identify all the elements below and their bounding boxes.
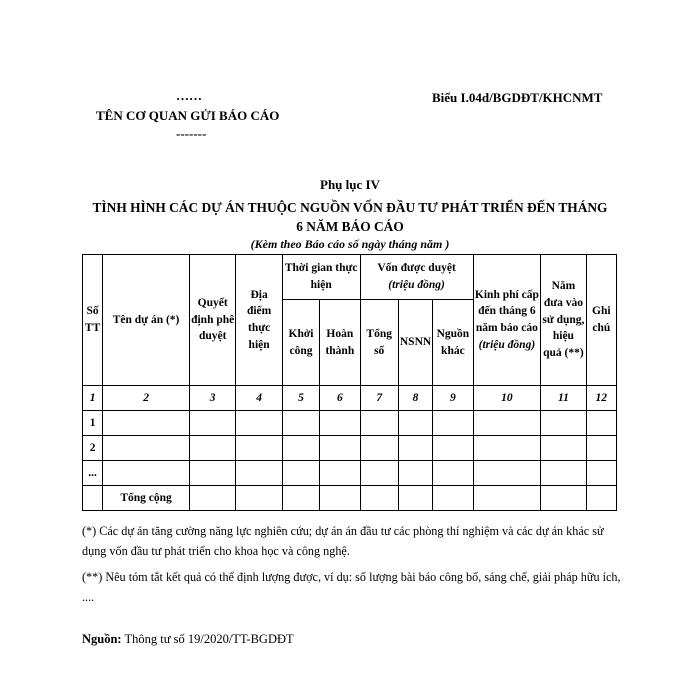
table-cell [586, 486, 616, 511]
table-cell [320, 411, 360, 436]
table-cell [236, 461, 282, 486]
table-cell [103, 461, 190, 486]
header-stt: Số TT [83, 255, 103, 386]
col-number: 4 [236, 386, 282, 411]
table-cell [189, 436, 235, 461]
table-cell [103, 411, 190, 436]
capital-group-label: Vốn được duyệt [377, 262, 456, 275]
funding-unit-label: (triệu đồng) [478, 338, 536, 351]
table-cell [236, 436, 282, 461]
header-nsnn: NSNN [398, 300, 432, 386]
table-cell [320, 461, 360, 486]
table-cell [282, 436, 319, 461]
report-table [82, 254, 617, 511]
row-number: ... [83, 461, 103, 486]
header-other: Nguồn khác [433, 300, 473, 386]
table-row [83, 461, 617, 486]
table-cell [360, 436, 398, 461]
table-cell [586, 436, 616, 461]
table-cell [433, 486, 473, 511]
table-cell [473, 461, 541, 486]
table-cell [433, 461, 473, 486]
table-cell [541, 461, 586, 486]
source-note [82, 632, 294, 647]
form-code: Biểu I.04d/BGDĐT/KHCNMT [432, 90, 603, 105]
header-decision: Quyết định phê duyệt [189, 255, 235, 386]
table-cell [236, 411, 282, 436]
table-row [83, 436, 617, 461]
col-number: 11 [541, 386, 586, 411]
table-cell [541, 411, 586, 436]
header-location: Địa điểm thực hiện [236, 255, 282, 386]
table-cell [586, 461, 616, 486]
table-cell [103, 436, 190, 461]
funding-label: Kinh phí cấp đến tháng 6 năm báo cáo [474, 288, 539, 334]
header-separator: ------- [176, 126, 207, 141]
table-cell [360, 461, 398, 486]
header-notes: Ghi chú [586, 255, 616, 386]
header-finish: Hoàn thành [320, 300, 360, 386]
table-cell [360, 486, 398, 511]
table-cell [320, 486, 360, 511]
table-cell [189, 461, 235, 486]
table-cell [473, 436, 541, 461]
col-number: 12 [586, 386, 616, 411]
table-row [83, 411, 617, 436]
table-cell [282, 461, 319, 486]
col-number: 1 [83, 386, 103, 411]
table-cell [541, 436, 586, 461]
header-start: Khởi công [282, 300, 319, 386]
table-cell [473, 411, 541, 436]
table-cell [398, 461, 432, 486]
header-funding [473, 255, 541, 386]
source-label: Nguồn: [82, 632, 122, 646]
table-cell [189, 486, 235, 511]
col-number: 2 [103, 386, 190, 411]
table-cell [398, 436, 432, 461]
header-time-group: Thời gian thực hiện [282, 255, 360, 300]
table-cell [541, 486, 586, 511]
header-dots: …… [176, 88, 202, 103]
header-total: Tổng số [360, 300, 398, 386]
table-cell [398, 411, 432, 436]
col-number: 5 [282, 386, 319, 411]
footnote-1: (*) Các dự án tăng cường năng lực nghiên cứu; dự án án đầu tư các phòng thí nghiệm và các dự án khác sử dụng vốn đầu tư phát triển cho khoa học và công nghệ. [82, 524, 604, 558]
table-cell [398, 486, 432, 511]
footnote-2: (**) Nêu tóm tắt kết quả có thể định lượng được, ví dụ: số lượng bài báo công bố, sáng chế, giải pháp hữu ích, .... [82, 570, 621, 604]
col-number: 3 [189, 386, 235, 411]
reporting-agency-name: TÊN CƠ QUAN GỬI BÁO CÁO [96, 108, 280, 123]
table-cell [433, 436, 473, 461]
row-number: 1 [83, 411, 103, 436]
table-cell [282, 486, 319, 511]
document-title-line1: TÌNH HÌNH CÁC DỰ ÁN THUỘC NGUỒN VỐN ĐẦU TƯ PHÁT TRIỂN ĐẾN THÁNG [92, 200, 608, 215]
col-number: 8 [398, 386, 432, 411]
col-number: 6 [320, 386, 360, 411]
source-text: Thông tư số 19/2020/TT-BGDĐT [121, 632, 294, 646]
row-number: 2 [83, 436, 103, 461]
table-cell [586, 411, 616, 436]
document-subtitle: (Kèm theo Báo cáo số ngày tháng năm ) [250, 237, 450, 251]
col-number: 7 [360, 386, 398, 411]
header-in-use: Năm đưa vào sử dụng, hiệu quả (**) [541, 255, 586, 386]
total-label: Tổng cộng [103, 486, 190, 511]
table-cell [473, 486, 541, 511]
col-number: 10 [473, 386, 541, 411]
table-cell [282, 411, 319, 436]
col-number: 9 [433, 386, 473, 411]
capital-unit-label: (triệu đồng) [388, 279, 445, 291]
table-cell [320, 436, 360, 461]
column-number-row [83, 386, 617, 411]
table-cell [360, 411, 398, 436]
table-cell [433, 411, 473, 436]
table-cell [189, 411, 235, 436]
header-project-name: Tên dự án (*) [103, 255, 190, 386]
document-title-line2: 6 NĂM BÁO CÁO [296, 219, 404, 234]
header-capital-group [360, 255, 473, 300]
total-row [83, 486, 617, 511]
table-cell [83, 486, 103, 511]
appendix-label: Phụ lục IV [320, 177, 380, 192]
table-cell [236, 486, 282, 511]
